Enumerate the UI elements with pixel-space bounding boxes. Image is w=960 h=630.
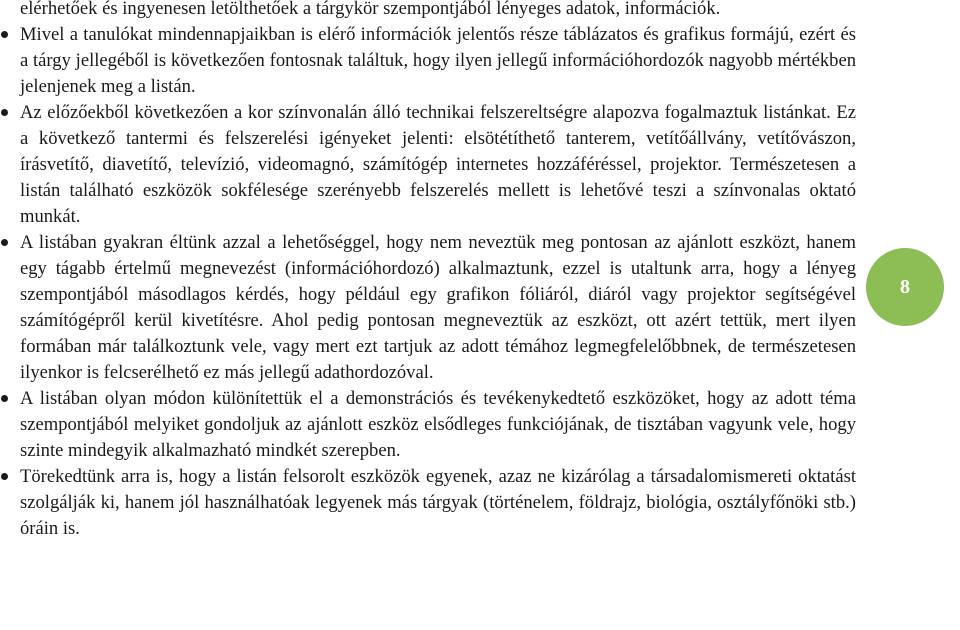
intro-paragraph: elérhetőek és ingyenesen letölthetőek a tárgykör szempontjából lényeges adatok, információk. bbox=[20, 0, 721, 19]
bullet-item: A listában gyakran éltünk azzal a lehetőséggel, hogy nem neveztük meg pontosan az ajánlott eszközt, hanem egy tágabb értelmű megnevezést (információhordozó) alkalmaztunk, ezzel is utaltunk arra, hogy a lényeg szempontjából másodlagos kérdés, hogy például egy grafikon fóliáról, diáról vagy projektor segítségével számítógépről kerül kivetítésre. Ahol pedig pontosan megneveztük az eszközt, ott azért tettük, mert ilyen formában már találkoztunk vele, vagy mert ezt tartjuk az adott témához legmegfelelőbbnek, de természetesen ilyenkor is felcserélhető ez más jellegű adathordozóval. bbox=[0, 230, 856, 386]
bullet-item: Az előzőekből következően a kor színvonalán álló technikai felszereltségre alapozva fogalmaztuk listánkat. Ez a következő tantermi és felszerelési igényeket jelenti: elsötétíthető tanterem, vetítőállvány, vetítővászon, írásvetítő, diavetítő, televízió, videomagnó, számítógép internetes hozzáféréssel, projektor. Természetesen a listán található eszközök sokfélesége szerényebb felszerelés mellett is lehetővé teszi a színvonalas oktató munkát. bbox=[0, 100, 856, 230]
page-number: 8 bbox=[900, 275, 910, 298]
bullet-item: A listában olyan módon különítettük el a demonstrációs és tevékenykedtető eszközöket, hogy az adott téma szempontjából melyiket gondoljuk az ajánlott eszköz elsődleges funkciójának, de tisztában vagyunk vele, hogy szinte mindegyik alkalmazható mindkét szerepben. bbox=[0, 386, 856, 464]
page-number-badge bbox=[866, 248, 944, 326]
bullet-item: Törekedtünk arra is, hogy a listán felsorolt eszközök egyenek, azaz ne kizárólag a társadalomismereti oktatást szolgálják ki, hanem jól használhatóak legyenek más tárgyak (történelem, földrajz, biológia, osztályfőnöki stb.) óráin is. bbox=[0, 464, 856, 542]
bullet-item: Mivel a tanulókat mindennapjaikban is elérő információk jelentős része táblázatos és grafikus formájú, ezért és a tárgy jellegéből is következően fontosnak találtuk, hogy ilyen jellegű információhordozók nagyobb mértékben jelenjenek meg a listán. bbox=[0, 22, 856, 100]
